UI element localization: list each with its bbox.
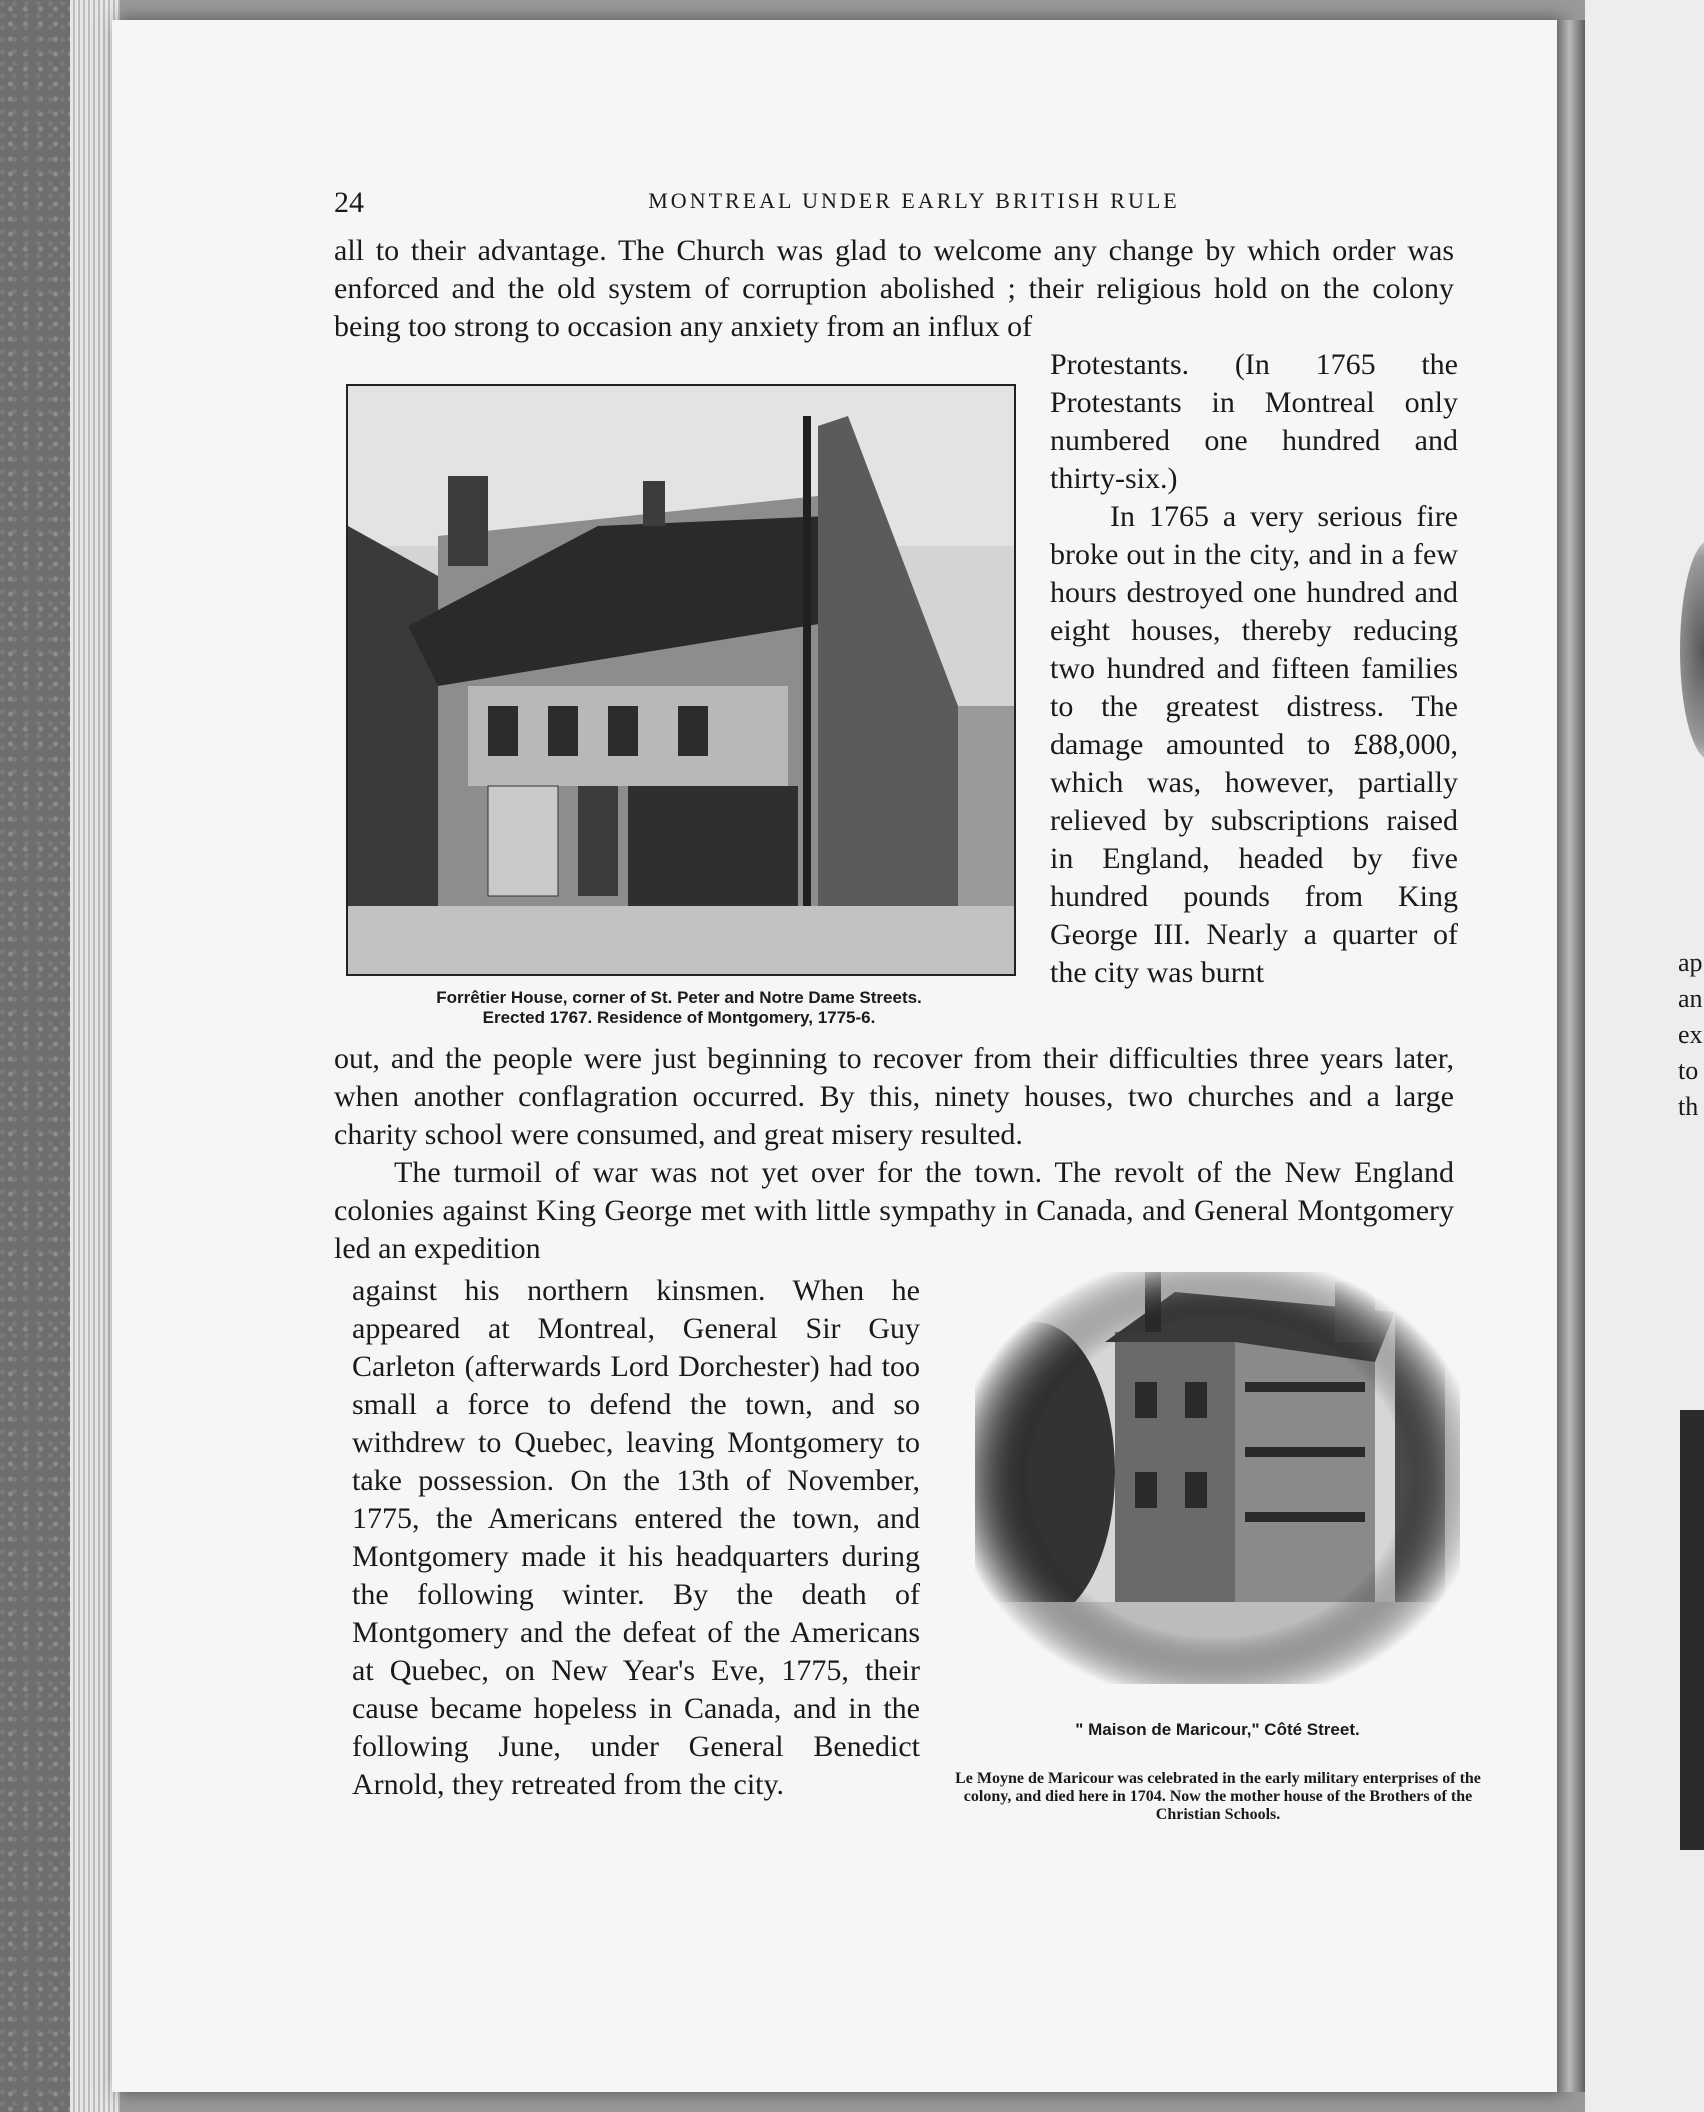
- maison-de-maricour-photo: [975, 1272, 1460, 1684]
- right-column-text: [1050, 346, 1458, 992]
- facing-page-image: [1680, 1410, 1704, 1850]
- figure-2-caption-title: " Maison de Maricour," Côté Street.: [1075, 1720, 1360, 1739]
- fragment: to: [1678, 1056, 1699, 1085]
- figure-1-caption-line-2: Erected 1767. Residence of Montgomery, 1775-6.: [482, 1008, 876, 1027]
- main-text-block: [334, 1040, 1454, 1268]
- figure-forretier-house: [346, 384, 1016, 976]
- fragment: ex: [1678, 1020, 1703, 1049]
- figure-1-caption-line-1: Forrêtier House, corner of St. Peter and Notre Dame Streets.: [436, 988, 922, 1007]
- paragraph-1: all to their advantage. The Church was glad to welcome any change by which order was enforced and the old system of corruption abolished ; their religious hold on the colony being too strong to occasion any anxiety from an influx of: [334, 234, 1454, 343]
- page-header: [334, 180, 1494, 220]
- book-gutter: [1557, 20, 1585, 2092]
- fragment: ap: [1678, 948, 1703, 977]
- left-column-text: against his northern kinsmen. When he appeared at Montreal, General Sir Guy Carleton (afterwards Lord Dorchester) had too small a force to defend the town, and so withdrew to Quebec, leaving Montgomery to take possession. On the 13th of November, 1775, the Americans entered the town, and Montgomery made it his headquarters during the following winter. By the death of Montgomery and the defeat of the Americans at Quebec, on New Year's Eve, 1775, their cause became hopeless in Canada, and in the following June, under General Benedict Arnold, they retreated from the city.: [352, 1274, 920, 1801]
- fragment: th: [1678, 1092, 1699, 1121]
- figure-maison-de-maricour: [975, 1272, 1460, 1684]
- right-column-paragraph-1: Protestants. (In 1765 the Protestants in Montreal only numbered one hundred and thirty-six.): [1050, 348, 1458, 495]
- figure-1-caption: [346, 988, 1012, 1028]
- fragment: an: [1678, 984, 1703, 1013]
- figure-2-caption-note: Le Moyne de Maricour was celebrated in the early military enterprises of the colony, and died here in 1704. Now the mother house of the Brothers of the Christian Schools.: [955, 1770, 1481, 1823]
- facing-page-image-oval: [1680, 540, 1704, 760]
- paragraph-3: The turmoil of war was not yet over for the town. The revolt of the New England colonies against King George met with little sympathy in Canada, and General Montgomery led an expedition: [334, 1156, 1454, 1265]
- forretier-house-photo: [348, 386, 1014, 974]
- running-title: MONTREAL UNDER EARLY BRITISH RULE: [648, 188, 1180, 213]
- paragraph-2: out, and the people were just beginning to recover from their difficulties three years later, when another conflagration occurred. By this, ninety houses, two churches and a large charity school were consumed, and great misery resulted.: [334, 1042, 1454, 1151]
- right-column-paragraph-2: In 1765 a very serious fire broke out in the city, and in a few hours destroyed one hundred and eight houses, thereby reducing two hundred and fifteen families to the greatest distress. The damage amounted to £88,000, which was, however, partially relieved by subscriptions raised in England, headed by five hundred pounds from King George III. Nearly a quarter of the city was burnt: [1050, 500, 1458, 989]
- page-number: 24: [334, 186, 364, 219]
- facing-page: [1585, 0, 1704, 2112]
- facing-page-text-fragments: [1678, 945, 1704, 1125]
